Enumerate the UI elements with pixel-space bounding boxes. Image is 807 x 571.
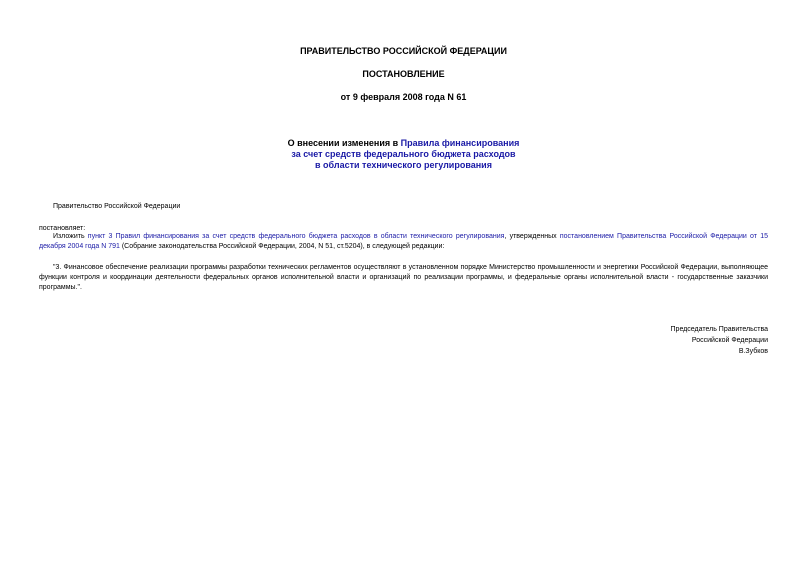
document-date-number: от 9 февраля 2008 года N 61 [340,92,467,102]
title-link-part-1[interactable]: Правила финансирования [400,138,520,148]
signature-block [671,324,768,357]
decrees-word: постановляет: [39,225,86,232]
amendment-paragraph [39,232,768,252]
amendment-mid: , утвержденных [504,233,560,240]
government-heading: ПРАВИТЕЛЬСТВО РОССИЙСКОЙ ФЕДЕРАЦИИ [300,46,507,56]
signature-name: В.Зубков [738,348,768,355]
title-line-1 [0,138,807,149]
title-link-part-2[interactable]: за счет средств федерального бюджета расходов [291,149,516,159]
government-intro: Правительство Российской Федерации [53,203,181,210]
title-prefix: О внесении изменения в [287,138,401,148]
decree-791-link[interactable]: постановлением Правительства Российской Федерации от 15 декабря 2004 года N 791 [39,233,768,250]
rules-item-link[interactable]: пункт 3 Правил финансирования за счет средств федерального бюджета расходов в области технического регулирования [87,233,505,240]
document-type: ПОСТАНОВЛЕНИЕ [362,69,445,79]
signature-organization: Российской Федерации [691,337,768,344]
document-title [0,138,807,171]
new-wording-paragraph [39,263,768,293]
amendment-end: (Собрание законодательства Российской Федерации, 2004, N 51, ст.5204), в следующей редакции: [119,243,445,250]
new-wording-text: "3. Финансовое обеспечение реализации программы разработки технических регламентов осуществляют в установленном порядке Министерство промышленности и энергетики Российской Федерации, выполняющее функции контроля и координации деятельности федеральных органов исполнительной власти и организаций по реализации программы, и федеральные органы исполнительной власти - государственные заказчики программы.". [39,264,768,291]
signature-position: Председатель Правительства [670,326,768,333]
title-link-part-3[interactable]: в области технического регулирования [315,160,492,170]
amendment-start: Изложить [53,233,88,240]
